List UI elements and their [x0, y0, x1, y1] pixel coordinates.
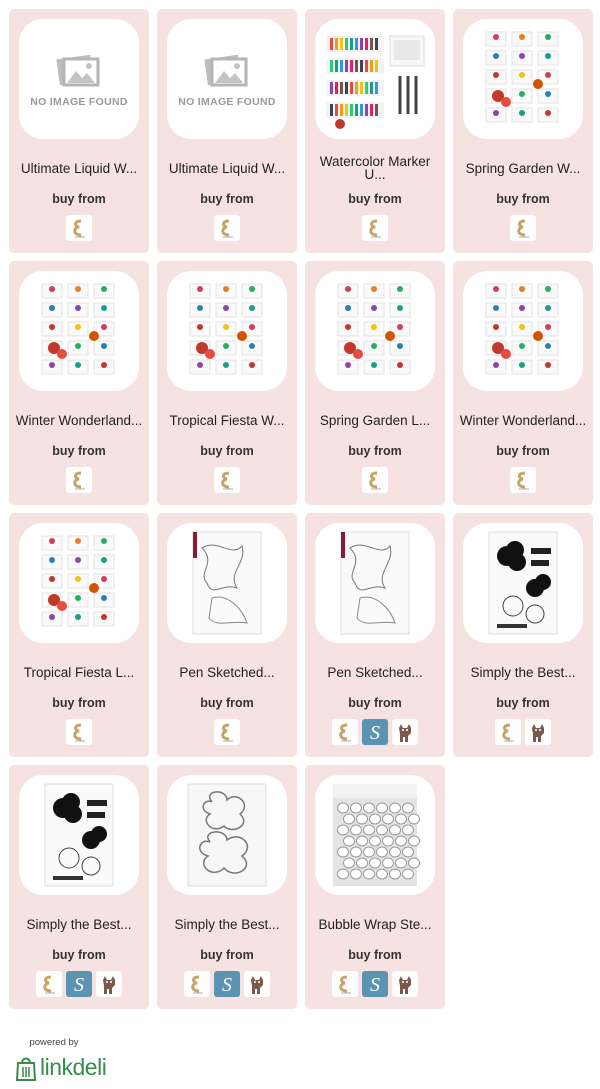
buy-from-label: buy from: [52, 192, 106, 206]
buy-from-label: buy from: [496, 444, 550, 458]
product-card[interactable]: [9, 513, 149, 757]
product-card[interactable]: [305, 9, 445, 253]
dog-icon: [526, 720, 550, 744]
altenew-logo-icon: [67, 720, 91, 744]
dog-merchant-logo[interactable]: [392, 971, 418, 997]
dog-icon: [245, 972, 269, 996]
footer: [14, 1037, 124, 1081]
simon-says-stamp-logo[interactable]: [362, 971, 388, 997]
color-swatch-sheet-image: [34, 276, 124, 386]
buy-from-label: buy from: [52, 444, 106, 458]
color-swatch-sheet-image: [34, 528, 124, 638]
s-letter-icon: [67, 972, 91, 996]
product-thumbnail[interactable]: [315, 775, 435, 895]
altenew-merchant-logo[interactable]: [184, 971, 210, 997]
no-image-placeholder: [178, 51, 276, 108]
altenew-merchant-logo[interactable]: [66, 719, 92, 745]
color-swatch-sheet-image: [478, 24, 568, 134]
product-title[interactable]: Bubble Wrap Ste...: [318, 916, 432, 932]
product-card[interactable]: [157, 9, 297, 253]
altenew-logo-icon: [511, 468, 535, 492]
altenew-merchant-logo[interactable]: [214, 467, 240, 493]
altenew-merchant-logo[interactable]: [66, 215, 92, 241]
product-title[interactable]: Ultimate Liquid W...: [20, 160, 138, 176]
product-thumbnail[interactable]: [315, 19, 435, 139]
linkdeli-logo[interactable]: [14, 1054, 124, 1081]
buy-from-label: buy from: [52, 696, 106, 710]
dog-merchant-logo[interactable]: [96, 971, 122, 997]
altenew-logo-icon: [185, 972, 209, 996]
product-thumbnail[interactable]: [167, 775, 287, 895]
buy-from-label: buy from: [200, 192, 254, 206]
product-thumbnail[interactable]: [315, 271, 435, 391]
buy-from-label: buy from: [200, 696, 254, 710]
line-art-stamp-image: [335, 528, 415, 638]
buy-from-label: buy from: [200, 444, 254, 458]
merchant-list: [9, 215, 149, 241]
altenew-logo-icon: [215, 468, 239, 492]
altenew-merchant-logo[interactable]: [510, 215, 536, 241]
product-thumbnail[interactable]: [463, 19, 583, 139]
product-title[interactable]: Simply the Best...: [174, 916, 280, 932]
altenew-merchant-logo[interactable]: [66, 467, 92, 493]
buy-from-label: buy from: [200, 948, 254, 962]
merchant-list: [305, 719, 445, 745]
product-thumbnail[interactable]: [19, 523, 139, 643]
product-title[interactable]: Pen Sketched...: [327, 664, 423, 680]
color-swatch-sheet-image: [182, 276, 272, 386]
merchant-list: [305, 215, 445, 241]
color-swatch-sheet-image: [478, 276, 568, 386]
product-thumbnail[interactable]: [315, 523, 435, 643]
altenew-merchant-logo[interactable]: [214, 719, 240, 745]
product-title[interactable]: Watercolor Marker U...: [319, 154, 431, 182]
altenew-merchant-logo[interactable]: [495, 719, 521, 745]
marker-set-image: [320, 24, 430, 134]
buy-from-label: buy from: [348, 948, 402, 962]
dog-merchant-logo[interactable]: [244, 971, 270, 997]
product-title[interactable]: Winter Wonderland...: [15, 412, 143, 428]
product-card[interactable]: [305, 765, 445, 1009]
altenew-logo-icon: [37, 972, 61, 996]
buy-from-label: buy from: [348, 444, 402, 458]
product-title[interactable]: Simply the Best...: [470, 664, 576, 680]
no-image-text: NO IMAGE FOUND: [30, 95, 128, 108]
color-swatch-sheet-image: [330, 276, 420, 386]
dog-icon: [97, 972, 121, 996]
merchant-list: [9, 971, 149, 997]
altenew-merchant-logo[interactable]: [510, 467, 536, 493]
product-title[interactable]: Tropical Fiesta L...: [23, 664, 135, 680]
buy-from-label: buy from: [496, 192, 550, 206]
product-card[interactable]: [9, 765, 149, 1009]
product-title[interactable]: Winter Wonderland...: [459, 412, 587, 428]
altenew-merchant-logo[interactable]: [332, 971, 358, 997]
merchant-list: [9, 719, 149, 745]
svg-text:S: S: [74, 974, 84, 996]
dog-icon: [393, 972, 417, 996]
die-set-image: [182, 780, 272, 890]
s-letter-icon: [363, 972, 387, 996]
s-letter-icon: [215, 972, 239, 996]
altenew-logo-icon: [511, 216, 535, 240]
product-thumbnail[interactable]: [19, 271, 139, 391]
product-card[interactable]: [305, 261, 445, 505]
product-card[interactable]: [157, 513, 297, 757]
altenew-logo-icon: [333, 720, 357, 744]
altenew-logo-icon: [67, 468, 91, 492]
altenew-merchant-logo[interactable]: [362, 215, 388, 241]
dog-merchant-logo[interactable]: [525, 719, 551, 745]
altenew-logo-icon: [215, 720, 239, 744]
product-card[interactable]: [157, 261, 297, 505]
altenew-logo-icon: [496, 720, 520, 744]
svg-text:S: S: [222, 974, 232, 996]
altenew-merchant-logo[interactable]: [362, 467, 388, 493]
product-title[interactable]: Spring Garden W...: [465, 160, 581, 176]
simon-says-stamp-logo[interactable]: [214, 971, 240, 997]
product-thumbnail[interactable]: [19, 19, 139, 139]
product-thumbnail[interactable]: [19, 775, 139, 895]
simon-says-stamp-logo[interactable]: [66, 971, 92, 997]
photo-placeholder-icon: [56, 51, 102, 91]
linkdeli-brand-name: linkdeli: [40, 1054, 107, 1080]
line-art-stamp-image: [187, 528, 267, 638]
altenew-logo-icon: [363, 468, 387, 492]
altenew-logo-icon: [333, 972, 357, 996]
merchant-list: [453, 719, 593, 745]
product-card[interactable]: [453, 9, 593, 253]
product-card[interactable]: [9, 261, 149, 505]
svg-text:S: S: [370, 974, 380, 996]
merchant-list: [157, 971, 297, 997]
buy-from-label: buy from: [52, 948, 106, 962]
merchant-list: [305, 467, 445, 493]
powered-by-text: powered by: [29, 1037, 79, 1048]
product-thumbnail[interactable]: [463, 523, 583, 643]
bubble-stencil-image: [329, 780, 421, 890]
altenew-merchant-logo[interactable]: [332, 719, 358, 745]
altenew-merchant-logo[interactable]: [36, 971, 62, 997]
product-thumbnail[interactable]: [463, 271, 583, 391]
buy-from-label: buy from: [496, 696, 550, 710]
product-card[interactable]: [453, 513, 593, 757]
altenew-logo-icon: [67, 216, 91, 240]
product-title[interactable]: Simply the Best...: [26, 916, 132, 932]
no-image-placeholder: [30, 51, 128, 108]
photo-placeholder-icon: [204, 51, 250, 91]
product-grid: [9, 9, 593, 1009]
no-image-text: NO IMAGE FOUND: [178, 95, 276, 108]
dog-icon: [393, 720, 417, 744]
linkdeli-bag-icon: [14, 1055, 38, 1081]
product-title[interactable]: Spring Garden L...: [319, 412, 431, 428]
product-title[interactable]: Ultimate Liquid W...: [168, 160, 286, 176]
buy-from-label: buy from: [348, 192, 402, 206]
flower-stamp-image: [39, 780, 119, 890]
product-title[interactable]: Pen Sketched...: [179, 664, 275, 680]
merchant-list: [453, 467, 593, 493]
dog-merchant-logo[interactable]: [392, 719, 418, 745]
buy-from-label: buy from: [348, 696, 402, 710]
product-title[interactable]: Tropical Fiesta W...: [169, 412, 285, 428]
altenew-merchant-logo[interactable]: [214, 215, 240, 241]
merchant-list: [453, 215, 593, 241]
merchant-list: [157, 467, 297, 493]
product-card[interactable]: [305, 513, 445, 757]
merchant-list: [305, 971, 445, 997]
product-thumbnail[interactable]: [167, 523, 287, 643]
product-card[interactable]: [9, 9, 149, 253]
merchant-list: [157, 215, 297, 241]
altenew-logo-icon: [363, 216, 387, 240]
s-letter-icon: [363, 720, 387, 744]
merchant-list: [9, 467, 149, 493]
altenew-logo-icon: [215, 216, 239, 240]
product-thumbnail[interactable]: [167, 271, 287, 391]
product-card[interactable]: [157, 765, 297, 1009]
product-card[interactable]: [453, 261, 593, 505]
svg-text:S: S: [370, 722, 380, 744]
simon-says-stamp-logo[interactable]: [362, 719, 388, 745]
flower-stamp-image: [483, 528, 563, 638]
product-thumbnail[interactable]: [167, 19, 287, 139]
merchant-list: [157, 719, 297, 745]
